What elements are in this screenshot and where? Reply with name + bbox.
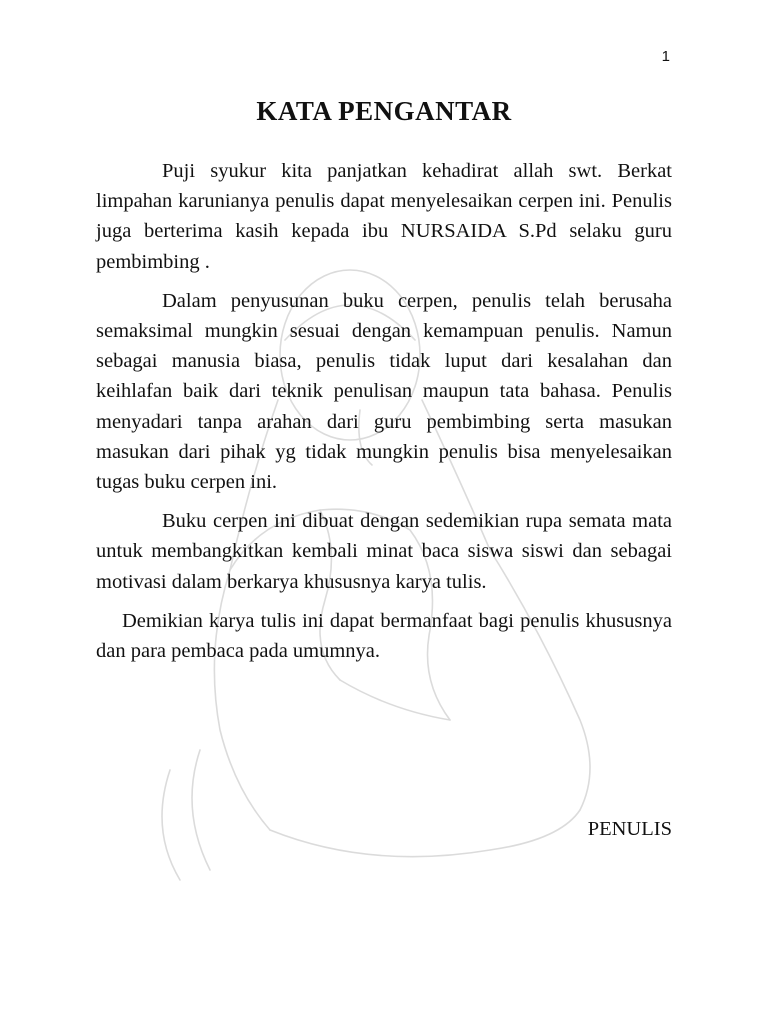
paragraph: Demikian karya tulis ini dapat bermanfaat bagi penulis khususnya dan para pembaca pada umumnya. xyxy=(96,609,672,663)
paragraph: Dalam penyusunan buku cerpen, penulis telah berusaha semaksimal mungkin sesuai dengan kemampuan penulis. Namun sebagai manusia biasa, penulis tidak luput dari kesalahan dan keihlafan baik dari teknik penulisan maupun tata bahasa. Penulis menyadari tanpa arahan dari guru pembimbing serta masukan masukan dari pihak yg tidak mungkin penulis bisa menyelesaikan tugas buku cerpen ini. xyxy=(96,289,672,494)
foreword-body xyxy=(96,156,672,675)
author-signature: PENULIS xyxy=(587,818,672,840)
paragraph: Buku cerpen ini dibuat dengan sedemikian rupa semata mata untuk membangkitkan kembali minat baca siswa siswi dan sebagai motivasi dalam berkarya khususnya karya tulis. xyxy=(96,510,672,593)
page-title: KATA PENGANTAR xyxy=(256,96,512,126)
paragraph: Puji syukur kita panjatkan kehadirat allah swt. Berkat limpahan karunianya penulis dapat menyelesaikan cerpen ini. Penulis juga berterima kasih kepada ibu NURSAIDA S.Pd selaku guru pembimbing . xyxy=(96,160,672,273)
page-number: 1 xyxy=(661,48,670,65)
